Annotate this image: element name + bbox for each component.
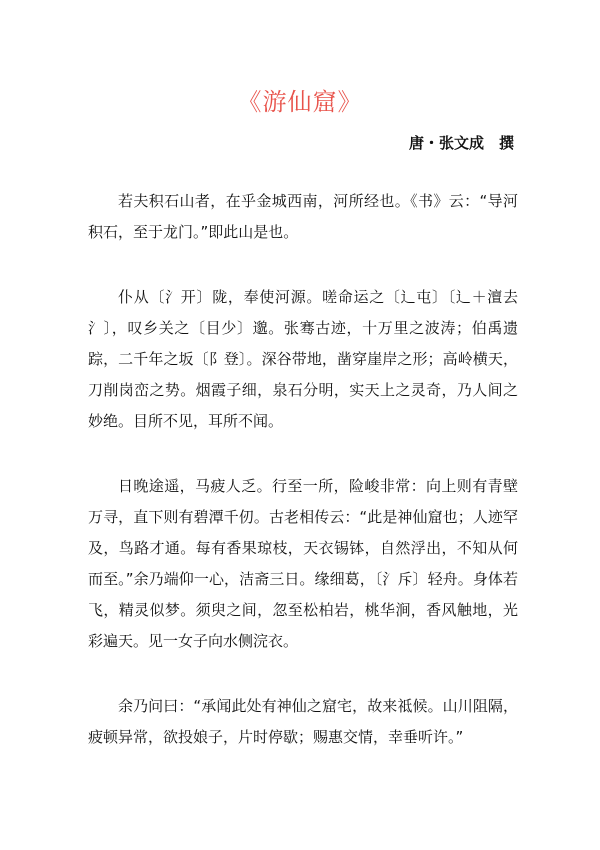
paragraph-3: 日晚途遥，马疲人乏。行至一所，险峻非常：向上则有青壁万寻，直下则有碧潭千仞。古老相传云：“此是神仙窟也；人迹罕及，鸟路才通。每有香果琼枝，天衣锡钵，自然浮出，不知从何而至。”余乃端仰一心，洁斋三日。缘细葛，〔氵斥〕轻舟。身体若飞，精灵似梦。须臾之间，忽至松柏岩，桃华涧，香风触地，光彩遍天。见一女子向水侧浣衣。 (88, 477, 518, 650)
document-body (88, 186, 518, 787)
paragraph-2: 仆从〔氵开〕陇，奉使河源。嗟命运之〔辶屯〕〔辶＋澶去氵〕，叹乡关之〔目少〕邈。张骞古迹，十万里之波涛；伯禹遗踪，二千年之坂〔阝登〕。深谷带地，凿穿崖岸之形；高岭横天，刀削岗峦之势。烟霞子细，泉石分明，实天上之灵奇，乃人间之妙绝。目所不见，耳所不闻。 (88, 288, 518, 430)
author-byline: 唐・张文成 撰 (408, 134, 514, 152)
paragraph-1: 若夫积石山者，在乎金城西南，河所经也。《书》云：“导河积石，至于龙门。”即此山是也。 (88, 192, 518, 241)
document-title: 《游仙窟》 (237, 88, 363, 116)
paragraph-4: 余乃问曰：“承闻此处有神仙之窟宅，故来祗候。山川阻隔，疲顿异常，欲投娘子，片时停歇；赐惠交情，幸垂听许。” (88, 697, 518, 746)
